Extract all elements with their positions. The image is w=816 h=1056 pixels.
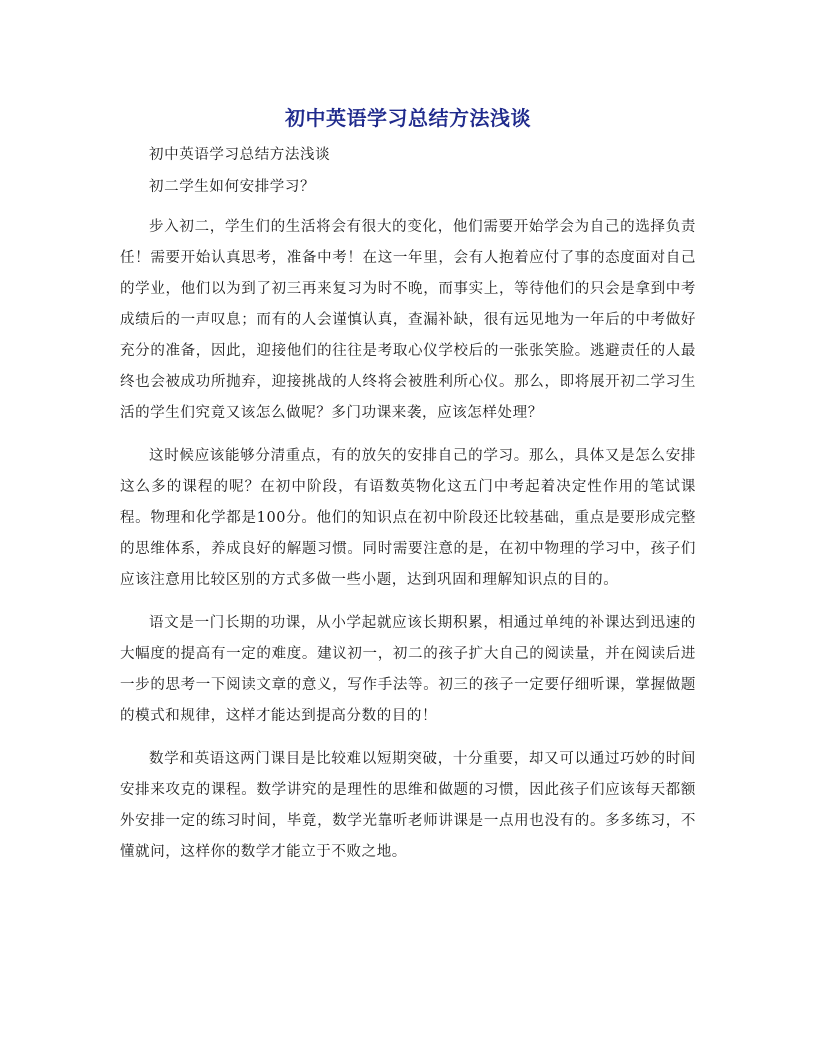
document-title: 初中英语学习总结方法浅谈	[285, 106, 531, 130]
paragraph-chinese: 语文是一门长期的功课，从小学起就应该长期积累，相通过单纯的补课达到迅速的大幅度的提高有一定的难度。建议初一，初二的孩子扩大自己的阅读量，并在阅读后进一步的思考一下阅读文章的意义，写作手法等。初三的孩子一定要仔细听课，掌握做题的模式和规律，这样才能达到提高分数的目的！	[120, 615, 696, 724]
paragraph-priorities: 这时候应该能够分清重点，有的放矢的安排自己的学习。那么，具体又是怎么安排这么多的课程的呢？在初中阶段，有语数英物化这五门中考起着决定性作用的笔试课程。物理和化学都是100分。他们的知识点在初中阶段还比较基础，重点是要形成完整的思维体系，养成良好的解题习惯。同时需要注意的是，在初中物理的学习中，孩子们应该注意用比较区别的方式多做一些小题，达到巩固和理解知识点的目的。	[120, 448, 696, 588]
document-subtitle: 初中英语学习总结方法浅谈	[149, 147, 331, 163]
paragraph-math-english: 数学和英语这两门课目是比较难以短期突破，十分重要，却又可以通过巧妙的时间安排来攻克的课程。数学讲究的是理性的思维和做题的习惯，因此孩子们应该每天都额外安排一定的练习时间，毕竟，数学光靠听老师讲课是一点用也没有的。多多练习，不懂就问，这样你的数学才能立于不败之地。	[120, 751, 696, 860]
section-question: 初二学生如何安排学习？	[149, 179, 316, 195]
document-body	[120, 140, 696, 880]
paragraph-intro: 步入初二，学生们的生活将会有很大的变化，他们需要开始学会为自己的选择负责任！需要开始认真思考，准备中考！在这一年里，会有人抱着应付了事的态度面对自己的学业，他们以为到了初三再来复习为时不晚，而事实上，等待他们的只会是拿到中考成绩后的一声叹息；而有的人会谨慎认真，查漏补缺，很有远见地为一年后的中考做好充分的准备，因此，迎接他们的往往是考取心仪学校后的一张张笑脸。逃避责任的人最终也会被成功所抛弃，迎接挑战的人终将会被胜利所心仪。那么，即将展开初二学习生活的学生们究竟又该怎么做呢？多门功课来袭，应该怎样处理？	[120, 219, 696, 421]
